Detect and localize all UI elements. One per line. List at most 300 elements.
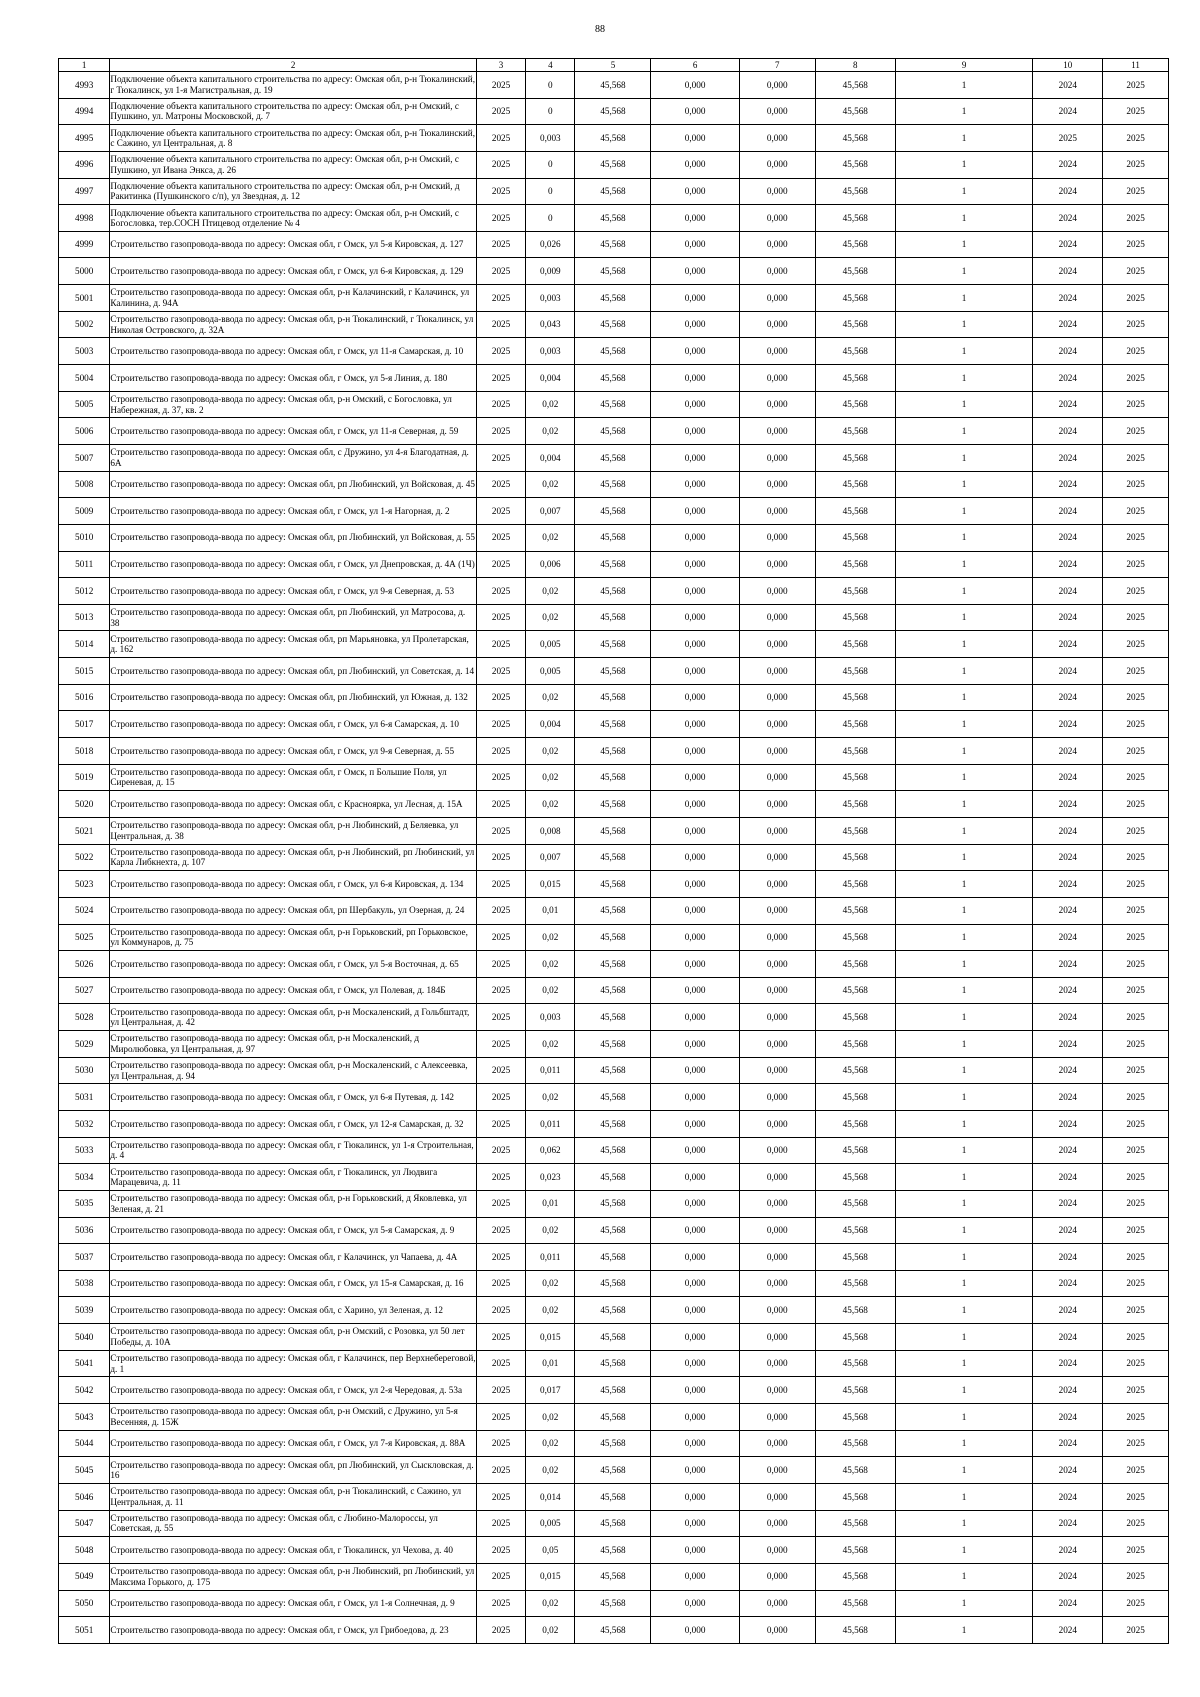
value-cell-col-7: 0,000 — [739, 311, 815, 338]
value-cell-col-11: 2025 — [1103, 951, 1169, 978]
value-cell-col-5: 45,568 — [575, 897, 651, 924]
row-number-cell: 5004 — [59, 365, 110, 392]
value-cell-col-8: 45,568 — [815, 924, 895, 951]
table-row — [59, 1483, 1169, 1510]
row-number-cell: 5043 — [59, 1404, 110, 1431]
description-cell: Строительство газопровода-ввода по адресу: Омская обл, г Омск, ул 11-я Северная, д. 59 — [110, 418, 477, 445]
value-cell-col-3: 2025 — [476, 1297, 525, 1324]
value-cell-col-6: 0,000 — [651, 1377, 739, 1404]
table-row — [59, 391, 1169, 418]
table-row — [59, 1137, 1169, 1164]
value-cell-col-3: 2025 — [476, 1404, 525, 1431]
value-cell-col-10: 2024 — [1033, 1164, 1103, 1191]
table-row — [59, 1217, 1169, 1244]
value-cell-col-7: 0,000 — [739, 1430, 815, 1457]
value-cell-col-6: 0,000 — [651, 205, 739, 232]
value-cell-col-4: 0,003 — [526, 125, 575, 152]
table-row — [59, 1297, 1169, 1324]
value-cell-col-4: 0,02 — [526, 524, 575, 551]
row-number-cell: 4995 — [59, 125, 110, 152]
table-row — [59, 1590, 1169, 1617]
value-cell-col-3: 2025 — [476, 738, 525, 765]
description-cell: Подключение объекта капитального строительства по адресу: Омская обл, р-н Омский, с Пушкино, ул. Матроны Московской, д. 7 — [110, 98, 477, 125]
value-cell-col-6: 0,000 — [651, 604, 739, 631]
value-cell-col-4: 0,02 — [526, 1270, 575, 1297]
row-number-cell: 5019 — [59, 764, 110, 791]
value-cell-col-11: 2025 — [1103, 1590, 1169, 1617]
value-cell-col-4: 0,02 — [526, 951, 575, 978]
value-cell-col-8: 45,568 — [815, 1110, 895, 1137]
value-cell-col-10: 2024 — [1033, 1377, 1103, 1404]
value-cell-col-3: 2025 — [476, 498, 525, 525]
value-cell-col-4: 0,02 — [526, 924, 575, 951]
value-cell-col-10: 2024 — [1033, 578, 1103, 605]
value-cell-col-6: 0,000 — [651, 1590, 739, 1617]
value-cell-col-5: 45,568 — [575, 231, 651, 258]
value-cell-col-9: 1 — [895, 551, 1033, 578]
value-cell-col-6: 0,000 — [651, 1297, 739, 1324]
value-cell-col-11: 2025 — [1103, 1483, 1169, 1510]
value-cell-col-6: 0,000 — [651, 1430, 739, 1457]
value-cell-col-6: 0,000 — [651, 738, 739, 765]
value-cell-col-6: 0,000 — [651, 125, 739, 152]
value-cell-col-8: 45,568 — [815, 1004, 895, 1031]
value-cell-col-7: 0,000 — [739, 684, 815, 711]
value-cell-col-10: 2024 — [1033, 471, 1103, 498]
table-row — [59, 258, 1169, 285]
value-cell-col-9: 1 — [895, 365, 1033, 392]
value-cell-col-3: 2025 — [476, 897, 525, 924]
value-cell-col-8: 45,568 — [815, 391, 895, 418]
row-number-cell: 5027 — [59, 977, 110, 1004]
value-cell-col-9: 1 — [895, 178, 1033, 205]
value-cell-col-5: 45,568 — [575, 285, 651, 312]
description-cell: Строительство газопровода-ввода по адресу: Омская обл, рп Любинский, ул Матросова, д. 38 — [110, 604, 477, 631]
value-cell-col-11: 2025 — [1103, 1244, 1169, 1271]
value-cell-col-11: 2025 — [1103, 1190, 1169, 1217]
description-cell: Строительство газопровода-ввода по адресу: Омская обл, г Тюкалинск, ул 1-я Строительная, д. 4 — [110, 1137, 477, 1164]
description-cell: Строительство газопровода-ввода по адресу: Омская обл, г Омск, ул 12-я Самарская, д. 32 — [110, 1110, 477, 1137]
row-number-cell: 5002 — [59, 311, 110, 338]
value-cell-col-3: 2025 — [476, 1270, 525, 1297]
value-cell-col-9: 1 — [895, 871, 1033, 898]
value-cell-col-7: 0,000 — [739, 711, 815, 738]
value-cell-col-5: 45,568 — [575, 977, 651, 1004]
value-cell-col-6: 0,000 — [651, 1617, 739, 1644]
value-cell-col-7: 0,000 — [739, 72, 815, 99]
value-cell-col-3: 2025 — [476, 1563, 525, 1590]
value-cell-col-10: 2024 — [1033, 1590, 1103, 1617]
value-cell-col-10: 2024 — [1033, 1217, 1103, 1244]
value-cell-col-6: 0,000 — [651, 258, 739, 285]
column-header-7: 7 — [739, 59, 815, 72]
value-cell-col-7: 0,000 — [739, 418, 815, 445]
value-cell-col-9: 1 — [895, 924, 1033, 951]
value-cell-col-11: 2025 — [1103, 817, 1169, 844]
value-cell-col-3: 2025 — [476, 578, 525, 605]
value-cell-col-6: 0,000 — [651, 72, 739, 99]
table-row — [59, 844, 1169, 871]
value-cell-col-9: 1 — [895, 791, 1033, 818]
value-cell-col-11: 2025 — [1103, 72, 1169, 99]
value-cell-col-4: 0,02 — [526, 684, 575, 711]
row-number-cell: 5041 — [59, 1350, 110, 1377]
description-cell: Строительство газопровода-ввода по адресу: Омская обл, с Дружино, ул 4-я Благодатная, д. 6А — [110, 444, 477, 471]
value-cell-col-9: 1 — [895, 1483, 1033, 1510]
description-cell: Строительство газопровода-ввода по адресу: Омская обл, р-н Омский, с Богословка, ул Набережная, д. 37, кв. 2 — [110, 391, 477, 418]
value-cell-col-5: 45,568 — [575, 1057, 651, 1084]
table-row — [59, 1457, 1169, 1484]
value-cell-col-10: 2024 — [1033, 924, 1103, 951]
value-cell-col-9: 1 — [895, 817, 1033, 844]
value-cell-col-4: 0,003 — [526, 338, 575, 365]
value-cell-col-11: 2025 — [1103, 871, 1169, 898]
value-cell-col-5: 45,568 — [575, 1510, 651, 1537]
value-cell-col-4: 0,014 — [526, 1483, 575, 1510]
table-row — [59, 684, 1169, 711]
description-cell: Строительство газопровода-ввода по адресу: Омская обл, г Омск, ул 5-я Кировская, д. 127 — [110, 231, 477, 258]
page-number: 88 — [595, 24, 605, 35]
value-cell-col-6: 0,000 — [651, 684, 739, 711]
value-cell-col-3: 2025 — [476, 1537, 525, 1564]
value-cell-col-8: 45,568 — [815, 631, 895, 658]
value-cell-col-10: 2024 — [1033, 631, 1103, 658]
value-cell-col-5: 45,568 — [575, 1244, 651, 1271]
table-row — [59, 1110, 1169, 1137]
value-cell-col-5: 45,568 — [575, 711, 651, 738]
value-cell-col-7: 0,000 — [739, 1004, 815, 1031]
value-cell-col-6: 0,000 — [651, 1457, 739, 1484]
column-header-4: 4 — [526, 59, 575, 72]
value-cell-col-4: 0,01 — [526, 1350, 575, 1377]
value-cell-col-4: 0,02 — [526, 1404, 575, 1431]
value-cell-col-3: 2025 — [476, 418, 525, 445]
value-cell-col-9: 1 — [895, 151, 1033, 178]
value-cell-col-8: 45,568 — [815, 684, 895, 711]
value-cell-col-9: 1 — [895, 844, 1033, 871]
value-cell-col-6: 0,000 — [651, 897, 739, 924]
value-cell-col-8: 45,568 — [815, 977, 895, 1004]
value-cell-col-6: 0,000 — [651, 231, 739, 258]
value-cell-col-11: 2025 — [1103, 471, 1169, 498]
value-cell-col-6: 0,000 — [651, 924, 739, 951]
value-cell-col-10: 2025 — [1033, 125, 1103, 152]
table-row — [59, 1244, 1169, 1271]
value-cell-col-8: 45,568 — [815, 418, 895, 445]
value-cell-col-11: 2025 — [1103, 1217, 1169, 1244]
value-cell-col-6: 0,000 — [651, 817, 739, 844]
value-cell-col-9: 1 — [895, 977, 1033, 1004]
value-cell-col-5: 45,568 — [575, 631, 651, 658]
value-cell-col-4: 0 — [526, 151, 575, 178]
value-cell-col-8: 45,568 — [815, 98, 895, 125]
value-cell-col-3: 2025 — [476, 977, 525, 1004]
value-cell-col-3: 2025 — [476, 72, 525, 99]
value-cell-col-8: 45,568 — [815, 1457, 895, 1484]
value-cell-col-8: 45,568 — [815, 231, 895, 258]
value-cell-col-11: 2025 — [1103, 1350, 1169, 1377]
value-cell-col-10: 2024 — [1033, 897, 1103, 924]
value-cell-col-5: 45,568 — [575, 151, 651, 178]
value-cell-col-5: 45,568 — [575, 338, 651, 365]
value-cell-col-11: 2025 — [1103, 1377, 1169, 1404]
value-cell-col-5: 45,568 — [575, 178, 651, 205]
value-cell-col-4: 0,02 — [526, 738, 575, 765]
value-cell-col-3: 2025 — [476, 1084, 525, 1111]
value-cell-col-3: 2025 — [476, 231, 525, 258]
description-cell: Строительство газопровода-ввода по адресу: Омская обл, г Омск, ул 5-я Линия, д. 180 — [110, 365, 477, 392]
value-cell-col-4: 0,004 — [526, 444, 575, 471]
value-cell-col-4: 0,023 — [526, 1164, 575, 1191]
row-number-cell: 5012 — [59, 578, 110, 605]
value-cell-col-10: 2024 — [1033, 658, 1103, 685]
table-header-row — [59, 59, 1169, 72]
table-row — [59, 977, 1169, 1004]
value-cell-col-6: 0,000 — [651, 418, 739, 445]
value-cell-col-11: 2025 — [1103, 524, 1169, 551]
table-row — [59, 125, 1169, 152]
description-cell: Строительство газопровода-ввода по адресу: Омская обл, г Тюкалинск, ул Людвига Марацевича, д. 11 — [110, 1164, 477, 1191]
value-cell-col-9: 1 — [895, 1537, 1033, 1564]
value-cell-col-9: 1 — [895, 604, 1033, 631]
value-cell-col-3: 2025 — [476, 1457, 525, 1484]
value-cell-col-9: 1 — [895, 1057, 1033, 1084]
value-cell-col-3: 2025 — [476, 258, 525, 285]
value-cell-col-5: 45,568 — [575, 1031, 651, 1058]
value-cell-col-10: 2024 — [1033, 551, 1103, 578]
value-cell-col-8: 45,568 — [815, 1537, 895, 1564]
value-cell-col-6: 0,000 — [651, 1537, 739, 1564]
value-cell-col-6: 0,000 — [651, 1217, 739, 1244]
value-cell-col-9: 1 — [895, 951, 1033, 978]
value-cell-col-9: 1 — [895, 471, 1033, 498]
value-cell-col-3: 2025 — [476, 285, 525, 312]
value-cell-col-10: 2024 — [1033, 1510, 1103, 1537]
row-number-cell: 5034 — [59, 1164, 110, 1191]
value-cell-col-4: 0 — [526, 205, 575, 232]
value-cell-col-10: 2024 — [1033, 418, 1103, 445]
value-cell-col-9: 1 — [895, 205, 1033, 232]
value-cell-col-4: 0,015 — [526, 1563, 575, 1590]
value-cell-col-7: 0,000 — [739, 924, 815, 951]
value-cell-col-3: 2025 — [476, 1590, 525, 1617]
value-cell-col-11: 2025 — [1103, 764, 1169, 791]
value-cell-col-10: 2024 — [1033, 871, 1103, 898]
row-number-cell: 5011 — [59, 551, 110, 578]
value-cell-col-11: 2025 — [1103, 1537, 1169, 1564]
row-number-cell: 5017 — [59, 711, 110, 738]
value-cell-col-3: 2025 — [476, 604, 525, 631]
value-cell-col-5: 45,568 — [575, 604, 651, 631]
value-cell-col-3: 2025 — [476, 631, 525, 658]
description-cell: Строительство газопровода-ввода по адресу: Омская обл, г Омск, п Большие Поля, ул Сиреневая, д. 15 — [110, 764, 477, 791]
value-cell-col-3: 2025 — [476, 391, 525, 418]
description-cell: Строительство газопровода-ввода по адресу: Омская обл, г Омск, ул 6-я Путевая, д. 142 — [110, 1084, 477, 1111]
value-cell-col-6: 0,000 — [651, 338, 739, 365]
description-cell: Строительство газопровода-ввода по адресу: Омская обл, рп Любинский, ул Южная, д. 132 — [110, 684, 477, 711]
value-cell-col-9: 1 — [895, 498, 1033, 525]
value-cell-col-5: 45,568 — [575, 1590, 651, 1617]
value-cell-col-9: 1 — [895, 578, 1033, 605]
value-cell-col-5: 45,568 — [575, 1324, 651, 1351]
value-cell-col-10: 2024 — [1033, 1244, 1103, 1271]
value-cell-col-8: 45,568 — [815, 897, 895, 924]
value-cell-col-8: 45,568 — [815, 1324, 895, 1351]
row-number-cell: 5037 — [59, 1244, 110, 1271]
row-number-cell: 5035 — [59, 1190, 110, 1217]
value-cell-col-10: 2024 — [1033, 684, 1103, 711]
value-cell-col-5: 45,568 — [575, 391, 651, 418]
table-row — [59, 631, 1169, 658]
row-number-cell: 5018 — [59, 738, 110, 765]
description-cell: Строительство газопровода-ввода по адресу: Омская обл, р-н Любинский, рп Любинский, ул Карла Либкнехта, д. 107 — [110, 844, 477, 871]
value-cell-col-4: 0,005 — [526, 631, 575, 658]
value-cell-col-7: 0,000 — [739, 151, 815, 178]
value-cell-col-3: 2025 — [476, 871, 525, 898]
value-cell-col-7: 0,000 — [739, 1324, 815, 1351]
value-cell-col-9: 1 — [895, 1164, 1033, 1191]
value-cell-col-6: 0,000 — [651, 1110, 739, 1137]
value-cell-col-10: 2024 — [1033, 1350, 1103, 1377]
value-cell-col-3: 2025 — [476, 1217, 525, 1244]
value-cell-col-11: 2025 — [1103, 897, 1169, 924]
value-cell-col-11: 2025 — [1103, 1164, 1169, 1191]
value-cell-col-7: 0,000 — [739, 631, 815, 658]
value-cell-col-4: 0,062 — [526, 1137, 575, 1164]
description-cell: Строительство газопровода-ввода по адресу: Омская обл, г Омск, ул 1-я Нагорная, д. 2 — [110, 498, 477, 525]
value-cell-col-10: 2024 — [1033, 1031, 1103, 1058]
row-number-cell: 5014 — [59, 631, 110, 658]
value-cell-col-7: 0,000 — [739, 1350, 815, 1377]
description-cell: Строительство газопровода-ввода по адресу: Омская обл, г Омск, ул 9-я Северная, д. 55 — [110, 738, 477, 765]
value-cell-col-7: 0,000 — [739, 178, 815, 205]
value-cell-col-7: 0,000 — [739, 1510, 815, 1537]
description-cell: Строительство газопровода-ввода по адресу: Омская обл, р-н Тюкалинский, с Сажино, ул Центральная, д. 11 — [110, 1483, 477, 1510]
value-cell-col-6: 0,000 — [651, 1510, 739, 1537]
value-cell-col-9: 1 — [895, 231, 1033, 258]
value-cell-col-6: 0,000 — [651, 1164, 739, 1191]
table-row — [59, 98, 1169, 125]
value-cell-col-9: 1 — [895, 1457, 1033, 1484]
value-cell-col-4: 0,005 — [526, 658, 575, 685]
description-cell: Строительство газопровода-ввода по адресу: Омская обл, с Харино, ул Зеленая, д. 12 — [110, 1297, 477, 1324]
description-cell: Строительство газопровода-ввода по адресу: Омская обл, р-н Москаленский, д Гольбштадт, ул Центральная, д. 42 — [110, 1004, 477, 1031]
value-cell-col-11: 2025 — [1103, 1110, 1169, 1137]
table-row — [59, 471, 1169, 498]
value-cell-col-7: 0,000 — [739, 977, 815, 1004]
value-cell-col-6: 0,000 — [651, 1190, 739, 1217]
value-cell-col-4: 0,005 — [526, 1510, 575, 1537]
value-cell-col-8: 45,568 — [815, 1563, 895, 1590]
value-cell-col-10: 2024 — [1033, 178, 1103, 205]
value-cell-col-10: 2024 — [1033, 1563, 1103, 1590]
value-cell-col-6: 0,000 — [651, 178, 739, 205]
value-cell-col-3: 2025 — [476, 1324, 525, 1351]
value-cell-col-5: 45,568 — [575, 418, 651, 445]
value-cell-col-9: 1 — [895, 285, 1033, 312]
value-cell-col-11: 2025 — [1103, 311, 1169, 338]
value-cell-col-5: 45,568 — [575, 817, 651, 844]
value-cell-col-9: 1 — [895, 524, 1033, 551]
value-cell-col-11: 2025 — [1103, 338, 1169, 365]
value-cell-col-3: 2025 — [476, 817, 525, 844]
value-cell-col-8: 45,568 — [815, 1244, 895, 1271]
value-cell-col-11: 2025 — [1103, 1270, 1169, 1297]
value-cell-col-7: 0,000 — [739, 1297, 815, 1324]
row-number-cell: 5010 — [59, 524, 110, 551]
table-row — [59, 498, 1169, 525]
value-cell-col-4: 0,011 — [526, 1110, 575, 1137]
table-row — [59, 578, 1169, 605]
value-cell-col-6: 0,000 — [651, 311, 739, 338]
value-cell-col-10: 2024 — [1033, 738, 1103, 765]
value-cell-col-4: 0,02 — [526, 1084, 575, 1111]
value-cell-col-6: 0,000 — [651, 951, 739, 978]
value-cell-col-7: 0,000 — [739, 1483, 815, 1510]
value-cell-col-3: 2025 — [476, 1057, 525, 1084]
column-header-9: 9 — [895, 59, 1033, 72]
description-cell: Подключение объекта капитального строительства по адресу: Омская обл, р-н Омский, д Ракитинка (Пушкинского с/п), ул Звездная, д. 12 — [110, 178, 477, 205]
value-cell-col-4: 0,01 — [526, 897, 575, 924]
value-cell-col-9: 1 — [895, 311, 1033, 338]
column-header-2: 2 — [110, 59, 477, 72]
description-cell: Строительство газопровода-ввода по адресу: Омская обл, с Любино-Малороссы, ул Советская, д. 55 — [110, 1510, 477, 1537]
description-cell: Строительство газопровода-ввода по адресу: Омская обл, рп Любинский, ул Войсковая, д. 45 — [110, 471, 477, 498]
row-number-cell: 4999 — [59, 231, 110, 258]
value-cell-col-3: 2025 — [476, 791, 525, 818]
value-cell-col-9: 1 — [895, 1377, 1033, 1404]
value-cell-col-10: 2024 — [1033, 98, 1103, 125]
row-number-cell: 5048 — [59, 1537, 110, 1564]
value-cell-col-10: 2024 — [1033, 1084, 1103, 1111]
row-number-cell: 5044 — [59, 1430, 110, 1457]
table-row — [59, 1270, 1169, 1297]
description-cell: Строительство газопровода-ввода по адресу: Омская обл, г Омск, ул 5-я Самарская, д. 9 — [110, 1217, 477, 1244]
value-cell-col-9: 1 — [895, 631, 1033, 658]
value-cell-col-6: 0,000 — [651, 578, 739, 605]
value-cell-col-10: 2024 — [1033, 258, 1103, 285]
value-cell-col-8: 45,568 — [815, 658, 895, 685]
value-cell-col-9: 1 — [895, 1297, 1033, 1324]
value-cell-col-8: 45,568 — [815, 471, 895, 498]
value-cell-col-5: 45,568 — [575, 1457, 651, 1484]
value-cell-col-7: 0,000 — [739, 764, 815, 791]
value-cell-col-8: 45,568 — [815, 551, 895, 578]
value-cell-col-8: 45,568 — [815, 764, 895, 791]
value-cell-col-11: 2025 — [1103, 1057, 1169, 1084]
row-number-cell: 5015 — [59, 658, 110, 685]
value-cell-col-8: 45,568 — [815, 1031, 895, 1058]
description-cell: Строительство газопровода-ввода по адресу: Омская обл, г Омск, ул Полевая, д. 184Б — [110, 977, 477, 1004]
value-cell-col-10: 2024 — [1033, 231, 1103, 258]
value-cell-col-4: 0,015 — [526, 1324, 575, 1351]
value-cell-col-8: 45,568 — [815, 338, 895, 365]
value-cell-col-10: 2024 — [1033, 1004, 1103, 1031]
value-cell-col-8: 45,568 — [815, 738, 895, 765]
value-cell-col-11: 2025 — [1103, 1084, 1169, 1111]
value-cell-col-11: 2025 — [1103, 205, 1169, 232]
table-row — [59, 231, 1169, 258]
table-row — [59, 1350, 1169, 1377]
table-row — [59, 418, 1169, 445]
description-cell: Строительство газопровода-ввода по адресу: Омская обл, рп Любинский, ул Войсковая, д. 55 — [110, 524, 477, 551]
value-cell-col-8: 45,568 — [815, 444, 895, 471]
value-cell-col-5: 45,568 — [575, 1137, 651, 1164]
value-cell-col-5: 45,568 — [575, 738, 651, 765]
row-number-cell: 5005 — [59, 391, 110, 418]
value-cell-col-6: 0,000 — [651, 98, 739, 125]
value-cell-col-8: 45,568 — [815, 1057, 895, 1084]
